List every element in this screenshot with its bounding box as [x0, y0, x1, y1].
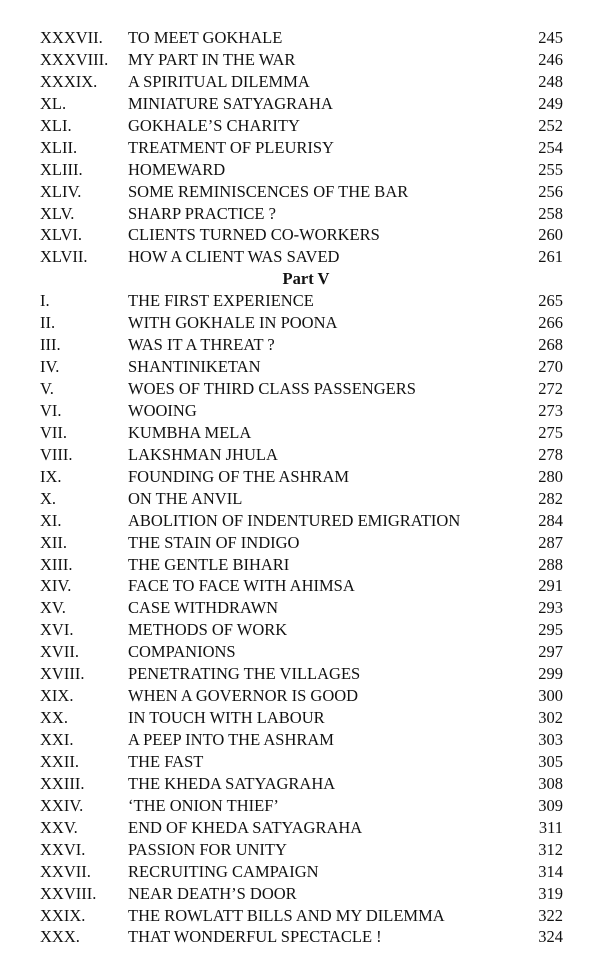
page-number: 295 — [538, 620, 563, 640]
toc-entry — [0, 115, 600, 137]
toc-entry — [0, 817, 600, 839]
chapter-title: GOKHALE’S CHARITY — [128, 115, 300, 135]
chapter-number: XVI. — [40, 620, 74, 640]
page-number: 260 — [538, 225, 563, 245]
toc-entry — [0, 203, 600, 225]
chapter-title: THE FAST — [128, 751, 204, 771]
toc-entry — [0, 707, 600, 729]
toc-entry — [0, 466, 600, 488]
page-number: 287 — [538, 532, 563, 552]
chapter-number: III. — [40, 335, 61, 355]
page-number: 272 — [538, 379, 563, 398]
toc-entry — [0, 597, 600, 619]
page-number: 308 — [538, 773, 563, 793]
page-number: 284 — [538, 510, 563, 530]
toc-entry — [0, 554, 600, 576]
toc-entry — [0, 861, 600, 883]
toc-entry — [0, 685, 600, 707]
chapter-title: THE KHEDA SATYAGRAHA — [128, 773, 336, 793]
chapter-title: METHODS OF WORK — [128, 620, 288, 640]
toc-entry — [0, 575, 600, 597]
chapter-title: WHEN A GOVERNOR IS GOOD — [128, 686, 359, 706]
page-number: 303 — [538, 730, 563, 749]
toc-entry — [0, 532, 600, 554]
chapter-number: XXX. — [40, 927, 80, 947]
chapter-number: IX. — [40, 466, 62, 486]
chapter-number: XXVI. — [40, 839, 86, 859]
chapter-number: XXIX. — [40, 905, 86, 925]
chapter-number: XXXVII. — [40, 28, 103, 47]
page-number: 249 — [538, 93, 563, 113]
chapter-number: XIV. — [40, 576, 72, 596]
chapter-number: II. — [40, 313, 56, 333]
page-number: 273 — [538, 400, 563, 420]
page-number: 305 — [538, 751, 563, 771]
chapter-number: XXI. — [40, 730, 74, 749]
toc-entry — [0, 224, 600, 246]
page-number: 299 — [538, 664, 563, 684]
toc-entry — [0, 619, 600, 641]
chapter-number: XLVI. — [40, 225, 83, 245]
chapter-number: XXII. — [40, 751, 79, 771]
toc-entry — [0, 181, 600, 203]
chapter-title: ABOLITION OF INDENTURED EMIGRATION — [128, 510, 461, 530]
page-number: 314 — [538, 861, 563, 881]
toc-entry — [0, 510, 600, 532]
toc-entry — [0, 751, 600, 773]
toc-entry — [0, 159, 600, 181]
page-number: 256 — [538, 181, 563, 201]
chapter-number: XXVII. — [40, 861, 91, 881]
page-number: 275 — [538, 422, 563, 442]
chapter-title: HOW A CLIENT WAS SAVED — [128, 247, 340, 267]
chapter-title: THE FIRST EXPERIENCE — [128, 291, 314, 311]
chapter-title: FACE TO FACE WITH AHIMSA — [128, 576, 355, 596]
chapter-title: THE GENTLE BIHARI — [128, 554, 290, 574]
page-number: 248 — [538, 71, 563, 91]
page-number: 265 — [538, 291, 563, 311]
toc-entry — [0, 839, 600, 861]
toc-entry — [0, 334, 600, 356]
chapter-title: ‘THE ONION THIEF’ — [128, 795, 279, 815]
page-number: 268 — [538, 335, 563, 355]
toc-entry — [0, 883, 600, 905]
page-number: 258 — [538, 203, 563, 223]
toc-entry — [0, 729, 600, 751]
table-of-contents — [0, 27, 600, 948]
page-number: 254 — [538, 137, 563, 157]
toc-entry — [0, 400, 600, 422]
chapter-title: KUMBHA MELA — [128, 422, 252, 442]
chapter-number: I. — [40, 291, 50, 311]
toc-entry — [0, 422, 600, 444]
chapter-title: MY PART IN THE WAR — [128, 49, 296, 69]
toc-entry — [0, 246, 600, 268]
chapter-title: COMPANIONS — [128, 642, 236, 662]
toc-entry — [0, 444, 600, 466]
page-number: 324 — [538, 927, 563, 947]
chapter-title: IN TOUCH WITH LABOUR — [128, 708, 325, 728]
page-number: 297 — [538, 642, 563, 662]
chapter-title: MINIATURE SATYAGRAHA — [128, 93, 333, 113]
page-number: 261 — [538, 247, 563, 267]
chapter-title: THE STAIN OF INDIGO — [128, 532, 300, 552]
chapter-title: THE ROWLATT BILLS AND MY DILEMMA — [128, 905, 445, 925]
toc-entry — [0, 312, 600, 334]
chapter-number: XIX. — [40, 686, 74, 706]
toc-entry — [0, 663, 600, 685]
chapter-title: END OF KHEDA SATYAGRAHA — [128, 817, 363, 837]
chapter-number: XX. — [40, 708, 68, 728]
chapter-number: XLIII. — [40, 159, 83, 179]
chapter-title: TO MEET GOKHALE — [128, 28, 283, 47]
page-number: 278 — [538, 444, 563, 464]
page-number: 309 — [538, 795, 563, 815]
page-number: 293 — [538, 598, 563, 618]
page-number: 300 — [538, 686, 563, 706]
chapter-number: XII. — [40, 532, 68, 552]
chapter-number: XXV. — [40, 817, 78, 837]
chapter-number: XLII. — [40, 137, 78, 157]
chapter-number: XXIII. — [40, 773, 85, 793]
toc-entry — [0, 773, 600, 795]
toc-entry — [0, 290, 600, 312]
chapter-number: XXIV. — [40, 795, 84, 815]
page-number: 245 — [538, 28, 563, 47]
toc-entry — [0, 905, 600, 927]
chapter-title: SOME REMINISCENCES OF THE BAR — [128, 181, 409, 201]
chapter-title: RECRUITING CAMPAIGN — [128, 861, 319, 881]
chapter-number: XLVII. — [40, 247, 88, 267]
toc-entry — [0, 926, 600, 948]
chapter-title: LAKSHMAN JHULA — [128, 444, 278, 464]
chapter-number: XLIV. — [40, 181, 82, 201]
toc-section-part-iv-continued — [0, 27, 600, 268]
chapter-number: VI. — [40, 400, 62, 420]
chapter-number: XIII. — [40, 554, 73, 574]
chapter-number: XLI. — [40, 115, 72, 135]
chapter-title: A PEEP INTO THE ASHRAM — [128, 730, 334, 749]
toc-entry — [0, 795, 600, 817]
page-number: 252 — [538, 115, 563, 135]
chapter-title: ON THE ANVIL — [128, 488, 243, 508]
chapter-number: XL. — [40, 93, 67, 113]
toc-entry — [0, 71, 600, 93]
chapter-title: WOES OF THIRD CLASS PASSENGERS — [128, 379, 416, 398]
chapter-number: XXXVIII. — [40, 49, 109, 69]
toc-entry — [0, 93, 600, 115]
chapter-number: XVIII. — [40, 664, 85, 684]
chapter-title: PASSION FOR UNITY — [128, 839, 287, 859]
page-number: 270 — [538, 357, 563, 377]
chapter-title: THAT WONDERFUL SPECTACLE ! — [128, 927, 382, 947]
chapter-number: XV. — [40, 598, 66, 618]
toc-entry — [0, 137, 600, 159]
chapter-title: CLIENTS TURNED CO-WORKERS — [128, 225, 380, 245]
chapter-title: FOUNDING OF THE ASHRAM — [128, 466, 350, 486]
page-number: 302 — [538, 708, 563, 728]
chapter-number: XXXIX. — [40, 71, 98, 91]
page-number: 311 — [538, 817, 563, 837]
toc-entry — [0, 27, 600, 49]
chapter-number: XI. — [40, 510, 62, 530]
page-number: 266 — [538, 313, 563, 333]
page-number: 246 — [538, 49, 563, 69]
chapter-title: PENETRATING THE VILLAGES — [128, 664, 361, 684]
toc-entry — [0, 356, 600, 378]
chapter-number: IV. — [40, 357, 60, 377]
toc-entry — [0, 488, 600, 510]
chapter-title: NEAR DEATH’S DOOR — [128, 883, 297, 903]
page-number: 322 — [538, 905, 563, 925]
toc-entry — [0, 49, 600, 71]
chapter-title: WAS IT A THREAT ? — [128, 335, 275, 355]
chapter-number: VIII. — [40, 444, 73, 464]
chapter-number: XLV. — [40, 203, 75, 223]
chapter-title: TREATMENT OF PLEURISY — [128, 137, 334, 157]
chapter-title: HOMEWARD — [128, 159, 226, 179]
part-heading: Part V — [282, 269, 330, 289]
page-number: 280 — [538, 466, 563, 486]
chapter-number: X. — [40, 488, 57, 508]
chapter-number: V. — [40, 379, 54, 398]
chapter-title: WITH GOKHALE IN POONA — [128, 313, 338, 333]
chapter-title: SHANTINIKETAN — [128, 357, 261, 377]
page-number: 312 — [538, 839, 563, 859]
page-number: 255 — [538, 159, 563, 179]
page-number: 319 — [538, 883, 563, 903]
page-number: 291 — [538, 576, 563, 596]
chapter-title: SHARP PRACTICE ? — [128, 203, 276, 223]
chapter-number: VII. — [40, 422, 68, 442]
page-number: 282 — [538, 488, 563, 508]
chapter-title: CASE WITHDRAWN — [128, 598, 279, 618]
toc-section-part-v — [0, 290, 600, 948]
chapter-number: XVII. — [40, 642, 79, 662]
toc-entry — [0, 641, 600, 663]
chapter-title: A SPIRITUAL DILEMMA — [128, 71, 310, 91]
page-number: 288 — [538, 554, 563, 574]
chapter-title: WOOING — [128, 400, 197, 420]
chapter-number: XXVIII. — [40, 883, 97, 903]
toc-entry — [0, 378, 600, 400]
